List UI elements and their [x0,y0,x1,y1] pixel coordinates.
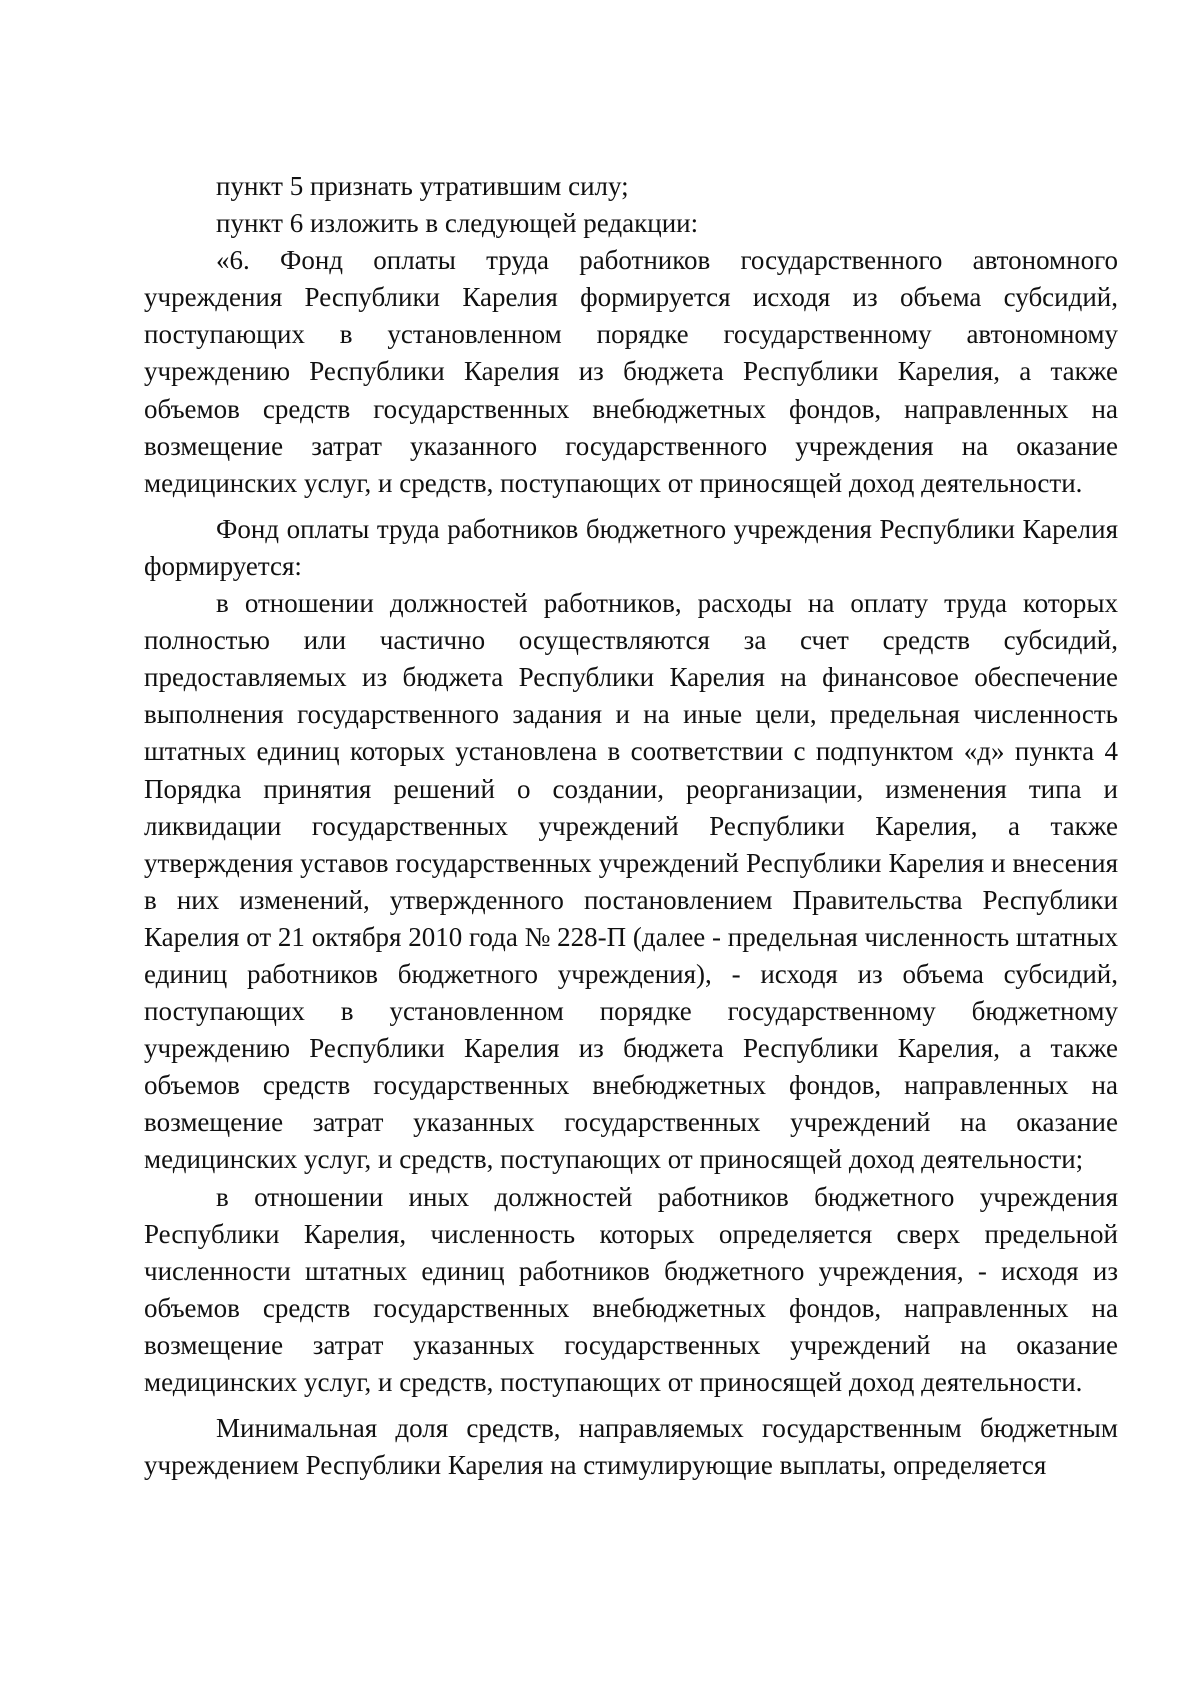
paragraph: в отношении иных должностей работников бюджетного учреждения Республики Карелия, численность которых определяется сверх предельной численности штатных единиц работников бюджетного учреждения, - исходя из объемов средств государственных внебюджетных фондов, направленных на возмещение затрат указанных государственных учреждений на оказание медицинских услуг, и средств, поступающих от приносящей доход деятельности. [144,1181,1118,1397]
paragraph: пункт 5 признать утратившим силу; [216,171,629,201]
paragraph: пункт 6 изложить в следующей редакции: [216,208,699,239]
paragraph: Минимальная доля средств, направляемых государственным бюджетным учреждением Республики Карелия на стимулирующие выплаты, определяется [144,1413,1118,1481]
paragraph: в отношении должностей работников, расходы на оплату труда которых полностью или частично осуществляются за счет средств субсидий, предоставляемых из бюджета Республики Карелия на финансовое обеспечение выполнения государственного задания и на иные цели, предельная численность штатных единиц которых установлена в соответствии с подпунктом «д» пункта 4 Порядка принятия решений о создании, реорганизации, изменения типа и ликвидации государственных учреждений Республики Карелия, а также утверждения уставов государственных учреждений Республики Карелия и внесения в них изменений, утвержденного постановлением Правительства Республики Карелия от 21 октября 2010 года № 228-П (далее - предельная численность штатных единиц работников бюджетного учреждения), - исходя из объема субсидий, поступающих в установленном порядке государственному бюджетному учреждению Республики Карелия из бюджета Республики Карелия, а также объемов средств государственных внебюджетных фондов, направленных на возмещение затрат указанных государственных учреждений на оказание медицинских услуг, и средств, поступающих от приносящей доход деятельности; [144,588,1118,1175]
paragraph: Фонд оплаты труда работников бюджетного учреждения Республики Карелия формируется: [144,513,1118,581]
document-body [144,168,1118,1484]
paragraph: «6. Фонд оплаты труда работников государственного автономного учреждения Республики Карелия формируется исходя из объема субсидий, поступающих в установленном порядке государственному автономному учреждению Республики Карелия из бюджета Республики Карелия, а также объемов средств государственных внебюджетных фондов, направленных на возмещение затрат указанного государственного учреждения на оказание медицинских услуг, и средств, поступающих от приносящей доход деятельности. [144,245,1118,498]
